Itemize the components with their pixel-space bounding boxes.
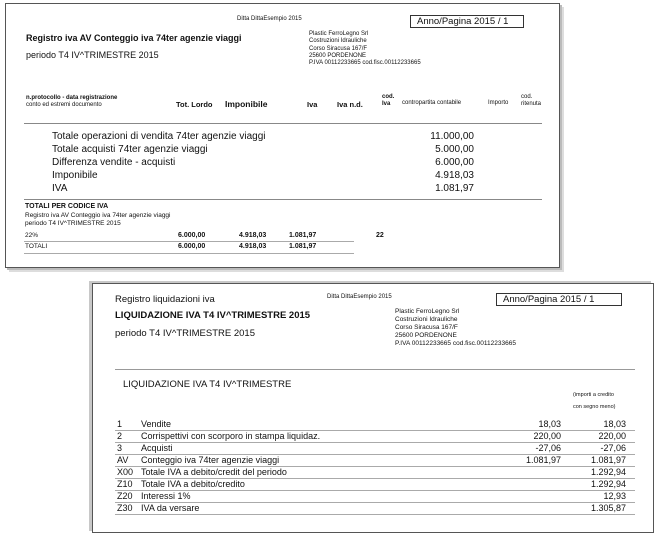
totali-bottom-line xyxy=(24,253,354,254)
section-title: LIQUIDAZIONE IVA T4 IV^TRIMESTRE xyxy=(123,379,292,390)
row-value: 1.081,97 xyxy=(525,455,561,465)
row-value: 18,03 xyxy=(538,419,561,429)
row-code: AV xyxy=(117,455,129,465)
summary-label: IVA xyxy=(52,183,68,194)
totali-period: periodo T4 IV^TRIMESTRE 2015 xyxy=(25,220,121,227)
section-divider xyxy=(115,369,635,370)
row-code: Z20 xyxy=(117,491,133,501)
row-code: 2 xyxy=(117,431,123,441)
iva-register-sheet xyxy=(5,3,560,268)
credit-note: con segno meno) xyxy=(573,404,616,410)
row-code: Z10 xyxy=(117,479,133,489)
tot-lordo-total: 6.000,00 xyxy=(178,243,206,250)
summary-value: 6.000,00 xyxy=(435,157,474,168)
tot-lordo-value: 6.000,00 xyxy=(178,232,206,239)
header-divider xyxy=(24,123,542,124)
row-label: IVA da versare xyxy=(141,503,200,513)
row-code: X00 xyxy=(117,467,134,477)
header-iva: Iva xyxy=(307,100,318,109)
summary-label: Totale operazioni di vendita 74ter agenzie viaggi xyxy=(52,131,266,142)
row-divider xyxy=(115,490,635,491)
period-label: periodo T4 IV^TRIMESTRE 2015 xyxy=(26,50,159,60)
company-address: Plastic FerroLegno Srl Costruzioni Idrauliche Corso Siracusa 167/F 25600 PORDENONE P.IVA 00112233665 cod.fisc.00112233665 xyxy=(309,31,421,67)
summary-label: Totale acquisti 74ter agenzie viaggi xyxy=(52,144,208,155)
year-page-box: Anno/Pagina 2015 / 1 xyxy=(496,293,622,306)
vat-settlement-sheet xyxy=(92,283,654,533)
header-imponibile: Imponibile xyxy=(225,99,268,109)
row-divider xyxy=(115,514,635,515)
register-title: Registro iva AV Conteggio iva 74ter agenzie viaggi xyxy=(26,33,242,43)
header-contropartita: contropartita contabile xyxy=(402,100,462,106)
row-total: 18,03 xyxy=(603,419,626,429)
summary-label: Imponibile xyxy=(52,170,98,181)
register-label: Registro liquidazioni iva xyxy=(115,294,215,305)
row-total: 1.081,97 xyxy=(590,455,626,465)
row-label: Conteggio iva 74ter agenzie viaggi xyxy=(141,455,280,465)
row-total: 1.292,94 xyxy=(590,479,626,489)
row-label: Totale IVA a debito/credito xyxy=(141,479,245,489)
row-label: Totale IVA a debito/credit del periodo xyxy=(141,467,287,477)
header-protocollo: n.protocollo - data registrazione conto ed estremi documento xyxy=(26,95,118,108)
summary-divider xyxy=(24,199,542,200)
totali-label: TOTALI xyxy=(25,243,48,250)
summary-value: 5.000,00 xyxy=(435,144,474,155)
company-label: Ditta DittaEsempio 2015 xyxy=(237,16,302,22)
row-total: 1.292,94 xyxy=(590,467,626,477)
summary-value: 4.918,03 xyxy=(435,170,474,181)
header-importo: Importo xyxy=(488,100,509,106)
row-total: 220,00 xyxy=(598,431,626,441)
summary-value: 1.081,97 xyxy=(435,183,474,194)
summary-value: 11.000,00 xyxy=(430,131,474,142)
row-label: Vendite xyxy=(141,419,172,429)
row-total: 1.305,87 xyxy=(590,503,626,513)
vat-rate-label: 22% xyxy=(25,232,39,239)
company-address: Plastic FerroLegno Srl Costruzioni Idrauliche Corso Siracusa 167/F 25600 PORDENONE P.IVA 00112233665 cod.fisc.00112233665 xyxy=(395,308,516,347)
cod-iva-value: 22 xyxy=(376,232,384,239)
imponibile-value: 4.918,03 xyxy=(239,232,267,239)
row-code: 3 xyxy=(117,443,123,453)
company-label: Ditta DittaEsempio 2015 xyxy=(327,294,392,300)
imponibile-total: 4.918,03 xyxy=(239,243,267,250)
iva-value: 1.081,97 xyxy=(289,232,317,239)
settlement-title: LIQUIDAZIONE IVA T4 IV^TRIMESTRE 2015 xyxy=(115,310,311,321)
totali-divider xyxy=(24,241,354,242)
row-value: -27,06 xyxy=(535,443,561,453)
row-label: Acquisti xyxy=(141,443,173,453)
row-total: -27,06 xyxy=(600,443,626,453)
row-label: Interessi 1% xyxy=(141,491,191,501)
header-cod-ritenuta: cod. ritenuta xyxy=(521,94,542,107)
iva-total: 1.081,97 xyxy=(289,243,317,250)
header-cod-iva: cod. Iva xyxy=(382,94,395,107)
period-label: periodo T4 IV^TRIMESTRE 2015 xyxy=(115,328,255,339)
totali-title: TOTALI PER CODICE IVA xyxy=(25,203,109,210)
row-value: 220,00 xyxy=(533,431,561,441)
header-iva-nd: Iva n.d. xyxy=(337,100,363,109)
credit-note: (importi a credito xyxy=(573,392,614,398)
year-page-box: Anno/Pagina 2015 / 1 xyxy=(410,15,524,28)
header-tot-lordo: Tot. Lordo xyxy=(176,100,213,109)
row-label: Corrispettivi con scorporo in stampa liquidaz. xyxy=(141,431,321,441)
row-code: Z30 xyxy=(117,503,133,513)
totali-subtitle: Registro iva AV Conteggio iva 74ter agenzie viaggi xyxy=(25,212,171,219)
row-total: 12,93 xyxy=(603,491,626,501)
summary-label: Differenza vendite - acquisti xyxy=(52,157,176,168)
row-code: 1 xyxy=(117,419,123,429)
